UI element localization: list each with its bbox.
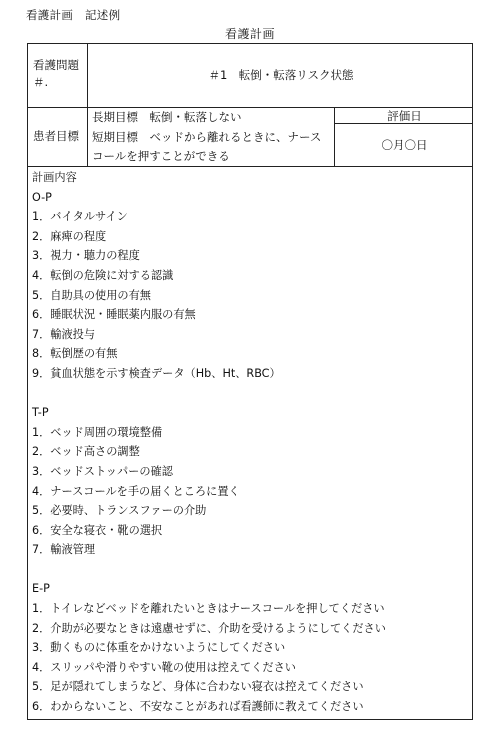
list-item: 1．ベッド周囲の環境整備 [32, 425, 163, 439]
list-item: 6．わからないこと、不安なことがあれば看護師に教えてください [32, 700, 364, 714]
spacer [32, 560, 386, 580]
list-item: 5．自助具の使用の有無 [32, 288, 151, 302]
goal-label: 患者目標 [33, 129, 79, 143]
list-item: 7．輸液管理 [32, 543, 96, 557]
list-item: 2．介助が必要なときは遠慮せずに、介助を受けるようにしてください [32, 621, 386, 635]
list-item: 5．必要時、トランスファーの介助 [32, 504, 207, 518]
problem-label: 看護問題 ＃. [33, 58, 79, 89]
eval-label: 評価日 [387, 109, 422, 123]
list-item: 7．輸液投与 [32, 327, 96, 341]
list-item: 9．貧血状態を示す検査データ（Hb、Ht、RBC） [32, 366, 281, 380]
list-item: 3．ベッドストッパーの確認 [32, 464, 173, 478]
list-item: 8．転倒歴の有無 [32, 347, 118, 361]
list-item: 3．視力・聴力の程度 [32, 249, 140, 263]
care-plan-table [27, 43, 473, 720]
eval-value: 〇月〇日 [381, 138, 428, 152]
list-item: 6．睡眠状況・睡眠薬内服の有無 [32, 308, 196, 322]
op-label: O-P [32, 190, 52, 204]
ep-label: E-P [32, 582, 50, 596]
plan-heading: 計画内容 [32, 171, 77, 184]
spacer [32, 384, 386, 404]
list-item: 1．バイタルサイン [32, 210, 128, 224]
list-item: 4．転倒の危険に対する認識 [32, 268, 174, 282]
document-header: 看護計画 記述例 [26, 8, 121, 22]
list-item: 2．ベッド高さの調整 [32, 445, 140, 459]
list-item: 1．トイレなどベッドを離れたいときはナースコールを押してください [32, 602, 385, 616]
short-term-goal-line2: コールを押すことができる [92, 149, 230, 163]
list-item: 2．麻痺の程度 [32, 229, 107, 243]
tp-label: T-P [32, 406, 49, 420]
list-item: 3．動くものに体重をかけないようにしてください [32, 641, 286, 655]
list-item: 4．スリッパや滑りやすい靴の使用は控えてください [32, 660, 296, 674]
list-item: 6．安全な寝衣・靴の選択 [32, 523, 163, 537]
long-term-goal: 長期目標 転倒・転落しない [92, 110, 242, 124]
plan-content [32, 168, 386, 717]
short-term-goal-line1: 短期目標 ベッドから離れるときに、ナース [92, 129, 322, 144]
document-title: 看護計画 [224, 27, 275, 41]
list-item: 4．ナースコールを手の届くところに置く [32, 484, 240, 498]
problem-value: ＃1 転倒・転落リスク状態 [208, 68, 354, 82]
column-divider [87, 44, 88, 166]
goal-text [92, 108, 321, 167]
list-item: 5．足が隠れてしまうなど、身体に合わない寝衣は控えてください [32, 680, 364, 694]
